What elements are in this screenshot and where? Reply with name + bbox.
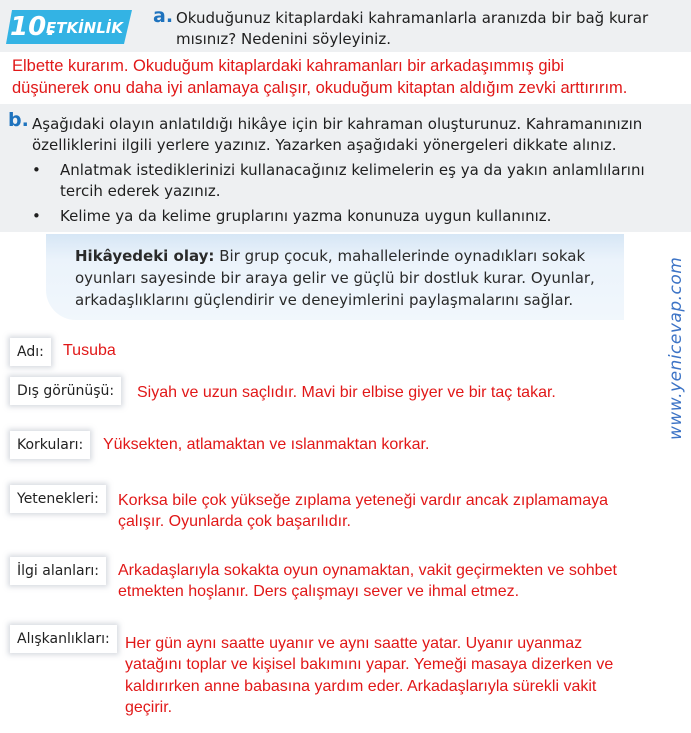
question-b-line1: Aşağıdaki olayın anlatıldığı hikâye için bir kahraman oluşturunuz. Kahramanınızın	[32, 115, 643, 133]
question-a-letter: a.	[153, 5, 174, 27]
field-label-fears: Korkuları:	[10, 431, 90, 459]
field-answer-habits-line1: Her gün aynı saatte uyanır ve aynı saatte yatar. Uyanır uyanmaz	[125, 635, 583, 652]
field-answer-interests-line2: etmekten hoşlanır. Ders çalışmayı sever ve ihmal etmez.	[118, 583, 520, 600]
story-line2: oyunları sayesinde bir araya gelir ve güçlü bir dostluk kurar. Oyunlar,	[75, 269, 595, 287]
bullet-dot-1: •	[32, 161, 41, 179]
answer-a-line1: Elbette kurarım. Okuduğum kitaplardaki kahramanları bir arkadaşımmış gibi	[12, 57, 565, 75]
field-label-skills: Yetenekleri:	[10, 485, 106, 513]
field-label-habits: Alışkanlıkları:	[10, 625, 117, 653]
field-label-name: Adı:	[10, 338, 51, 366]
story-line1-text: Bir grup çocuk, mahallelerinde oynadıkları sokak	[214, 247, 586, 265]
field-answer-fears: Yüksekten, atlamaktan ve ıslanmaktan korkar.	[103, 436, 430, 453]
field-answer-name: Tusuba	[63, 342, 116, 359]
activity-number: 10.	[10, 12, 57, 42]
field-answer-skills-line2: çalışır. Oyunlarda çok başarılıdır.	[118, 513, 351, 530]
story-line3: arkadaşlıklarını güçlendirir ve deneyimlerini paylaşmalarını sağlar.	[75, 291, 574, 309]
question-b-line2: özelliklerini ilgili yerlere yazınız. Yazarken aşağıdaki yönergeleri dikkate alınız.	[32, 136, 617, 154]
story-line1	[75, 245, 585, 267]
watermark-text: www.yenicevap.com	[666, 256, 686, 440]
bullet-2-line1: Kelime ya da kelime gruplarını yazma konunuza uygun kullanınız.	[60, 207, 552, 225]
field-label-interests: İlgi alanları:	[10, 557, 106, 585]
bullet-1-line1: Anlatmak istediklerinizi kullanacağınız kelimelerin eş ya da yakın anlamlılarını	[60, 161, 645, 179]
field-answer-skills-line1: Korksa bile çok yükseğe zıplama yeteneği vardır ancak zıplamamaya	[118, 492, 609, 509]
field-answer-interests-line1: Arkadaşlarıyla sokakta oyun oynamaktan, vakit geçirmekten ve sohbet	[118, 562, 617, 579]
field-answer-habits-line3: kaldırırken anne babasına yardım eder. Arkadaşlarıyla sürekli vakit	[125, 678, 597, 695]
field-answer-appearance: Siyah ve uzun saçlıdır. Mavi bir elbise giyer ve bir taç takar.	[137, 384, 556, 401]
activity-badge	[6, 10, 132, 44]
field-answer-habits-line2: yatağını toplar ve kişisel bakımını yapar. Yemeği masaya dizerken ve	[125, 656, 614, 673]
field-answer-habits-line4: geçirir.	[125, 699, 173, 716]
question-b-letter: b.	[8, 109, 29, 131]
story-title: Hikâyedeki olay:	[75, 247, 215, 265]
activity-label: ETKİNLİK	[46, 19, 123, 37]
field-label-appearance: Dış görünüşü:	[10, 377, 121, 405]
question-a-line1: Okuduğunuz kitaplardaki kahramanlarla aranızda bir bağ kurar	[176, 9, 649, 27]
question-a-line2: mısınız? Nedenini söyleyiniz.	[176, 30, 391, 48]
watermark	[626, 208, 686, 448]
bullet-dot-2: •	[32, 207, 41, 225]
bullet-1-line2: tercih ederek yazınız.	[60, 182, 221, 200]
answer-a-line2: düşünerek onu daha iyi anlamaya çalışır, okuduğum kitaptan aldığım zevki arttırırım.	[12, 79, 628, 97]
